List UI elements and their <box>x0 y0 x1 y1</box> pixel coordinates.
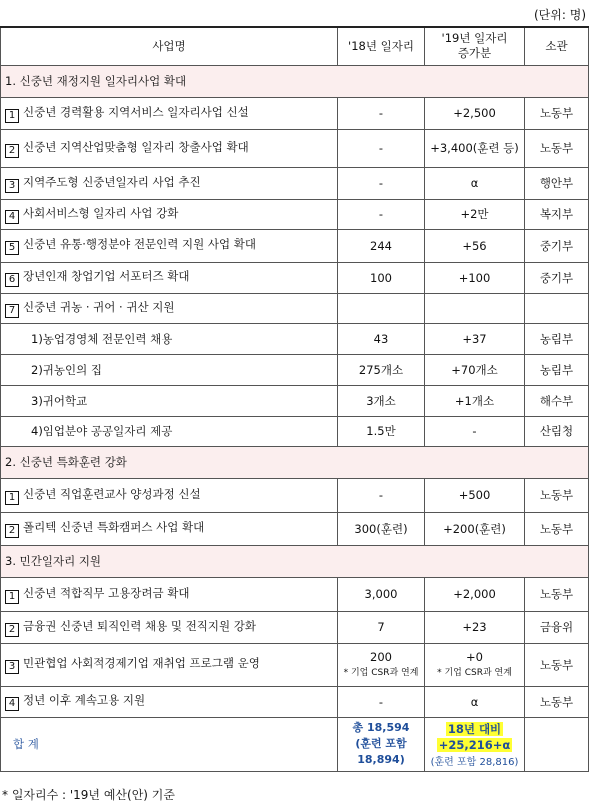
item-number: 4 <box>5 210 19 224</box>
jobs18-cell: 1.5만 <box>338 416 425 446</box>
section-title: 2. 신중년 특화훈련 강화 <box>1 446 589 478</box>
total-increase-line2: +25,216+α <box>438 737 511 752</box>
table-row <box>1 229 589 262</box>
table-row <box>1 385 589 416</box>
program-name: 민관협업 사회적경제기업 재취업 프로그램 운영 <box>23 656 260 670</box>
jobs18-cell: - <box>338 129 425 167</box>
ministry-cell: 노동부 <box>525 686 589 717</box>
jobs18-cell: 275개소 <box>338 354 425 385</box>
item-number: 1 <box>5 590 19 604</box>
table-row <box>1 643 589 686</box>
section-title: 1. 신중년 재정지원 일자리사업 확대 <box>1 65 589 97</box>
increase-cell <box>425 293 525 323</box>
item-number: 3 <box>5 179 19 193</box>
header-program: 사업명 <box>1 27 338 65</box>
ministry-cell: 중기부 <box>525 262 589 293</box>
increase-cell: +1개소 <box>425 385 525 416</box>
program-name: 신중년 적합직무 고용장려금 확대 <box>23 585 190 600</box>
total-row <box>1 717 589 771</box>
ministry-cell: 산림청 <box>525 416 589 446</box>
ministry-cell: 행안부 <box>525 167 589 199</box>
jobs18-cell: - <box>338 97 425 129</box>
total-increase-cell <box>425 717 525 771</box>
ministry-cell: 농림부 <box>525 354 589 385</box>
increase-cell: +2,000 <box>425 577 525 611</box>
header-ministry: 소관 <box>525 27 589 65</box>
increase-cell: +500 <box>425 478 525 512</box>
ministry-cell: 노동부 <box>525 478 589 512</box>
section-row <box>1 446 589 478</box>
section-row <box>1 545 589 577</box>
increase-cell: +70개소 <box>425 354 525 385</box>
program-name: 사회서비스형 일자리 사업 강화 <box>23 205 179 220</box>
item-number: 2 <box>5 623 19 637</box>
program-name: 장년인재 창업기업 서포터즈 확대 <box>23 269 190 283</box>
table-row <box>1 167 589 199</box>
program-name: 정년 이후 계속고용 지원 <box>23 693 146 707</box>
item-number: 2 <box>5 144 19 158</box>
program-name: 신중년 유통·행정분야 전문인력 지원 사업 확대 <box>23 237 257 251</box>
increase-cell: +100 <box>425 262 525 293</box>
unit-note: (단위: 명) <box>534 8 586 22</box>
ministry-cell: 중기부 <box>525 229 589 262</box>
jobs18-cell <box>338 293 425 323</box>
jobs18-cell: 100 <box>338 262 425 293</box>
jobs18-cell: - <box>338 478 425 512</box>
increase-cell: +23 <box>425 611 525 643</box>
table-row <box>1 262 589 293</box>
ministry-cell: 금융위 <box>525 611 589 643</box>
table-row <box>1 512 589 545</box>
item-number: 2 <box>5 524 19 538</box>
ministry-cell: 농림부 <box>525 323 589 354</box>
header-increase19 <box>425 27 525 65</box>
total-increase-line1: 18년 대비 <box>447 721 502 736</box>
jobs18-cell: 300(훈련) <box>338 512 425 545</box>
program-name: 2)귀농인의 집 <box>1 354 338 385</box>
jobs-program-table <box>0 26 589 772</box>
total-ministry-cell <box>525 717 589 771</box>
item-number: 7 <box>5 304 19 318</box>
table-row <box>1 323 589 354</box>
total-jobs18-cell <box>338 717 425 771</box>
increase-cell: +3,400(훈련 등) <box>425 129 525 167</box>
table-row <box>1 686 589 717</box>
ministry-cell <box>525 293 589 323</box>
ministry-cell: 노동부 <box>525 129 589 167</box>
table-row <box>1 611 589 643</box>
item-number: 1 <box>5 109 19 123</box>
program-name: 금융권 신중년 퇴직인력 채용 및 전직지원 강화 <box>23 618 257 633</box>
increase-cell: +2만 <box>425 199 525 229</box>
table-row <box>1 129 589 167</box>
table-row <box>1 577 589 611</box>
jobs18-cell: 43 <box>338 323 425 354</box>
table-row <box>1 478 589 512</box>
program-name: 신중년 지역산업맞춤형 일자리 창출사업 확대 <box>23 139 249 154</box>
table-header-row <box>1 27 589 65</box>
item-number: 1 <box>5 491 19 505</box>
increase-value: +0 <box>466 650 483 664</box>
increase-cell: +37 <box>425 323 525 354</box>
jobs18-cell: 3,000 <box>338 577 425 611</box>
increase-cell: α <box>425 167 525 199</box>
item-number: 5 <box>5 241 19 255</box>
total-label: 합 계 <box>1 717 338 771</box>
ministry-cell: 노동부 <box>525 577 589 611</box>
increase-cell: - <box>425 416 525 446</box>
jobs18-cell: - <box>338 199 425 229</box>
jobs18-cell: 7 <box>338 611 425 643</box>
ministry-cell: 노동부 <box>525 512 589 545</box>
jobs18-cell: - <box>338 686 425 717</box>
csr-note: * 기업 CSR과 연계 <box>437 668 512 678</box>
ministry-cell: 복지부 <box>525 199 589 229</box>
increase-cell: +2,500 <box>425 97 525 129</box>
footnote: * 일자리수 : '19년 예산(안) 기준 <box>2 788 175 802</box>
table-row <box>1 354 589 385</box>
jobs18-cell: 3개소 <box>338 385 425 416</box>
csr-note: * 기업 CSR과 연계 <box>343 668 419 678</box>
header-increase19-line2: 증가분 <box>457 46 492 61</box>
program-name: 3)귀어학교 <box>1 385 338 416</box>
total-increase-line3: (훈련 포함 28,816) <box>430 756 519 768</box>
increase-cell: +56 <box>425 229 525 262</box>
jobs18-cell: 244 <box>338 229 425 262</box>
ministry-cell: 노동부 <box>525 643 589 686</box>
total-jobs18-line1: 총 18,594 <box>352 721 410 734</box>
program-name: 신중년 경력활용 지역서비스 일자리사업 신설 <box>23 104 249 119</box>
total-jobs18-line2: (훈련 포함 <box>355 737 407 750</box>
section-title: 3. 민간일자리 지원 <box>1 545 589 577</box>
header-increase19-line1: '19년 일자리 <box>441 31 508 46</box>
table-row <box>1 199 589 229</box>
ministry-cell: 해수부 <box>525 385 589 416</box>
header-jobs18: '18년 일자리 <box>338 27 425 65</box>
item-number: 3 <box>5 660 19 674</box>
jobs18-value: 200 <box>370 650 392 664</box>
table-row <box>1 416 589 446</box>
increase-cell: α <box>425 686 525 717</box>
increase-cell <box>425 643 525 686</box>
jobs18-cell <box>338 643 425 686</box>
increase-cell: +200(훈련) <box>425 512 525 545</box>
program-name: 폴리텍 신중년 특화캠퍼스 사업 확대 <box>23 520 205 534</box>
program-name: 신중년 귀농 · 귀어 · 귀산 지원 <box>23 299 175 314</box>
total-jobs18-line3: 18,894) <box>357 753 405 766</box>
section-row <box>1 65 589 97</box>
program-name: 1)농업경영체 전문인력 채용 <box>1 323 338 354</box>
program-name: 4)임업분야 공공일자리 제공 <box>1 416 338 446</box>
item-number: 6 <box>5 273 19 287</box>
table-row <box>1 97 589 129</box>
item-number: 4 <box>5 697 19 711</box>
program-name: 신중년 직업훈련교사 양성과정 신설 <box>23 486 201 501</box>
program-name: 지역주도형 신중년일자리 사업 추진 <box>23 174 201 189</box>
jobs18-cell: - <box>338 167 425 199</box>
table-row <box>1 293 589 323</box>
ministry-cell: 노동부 <box>525 97 589 129</box>
